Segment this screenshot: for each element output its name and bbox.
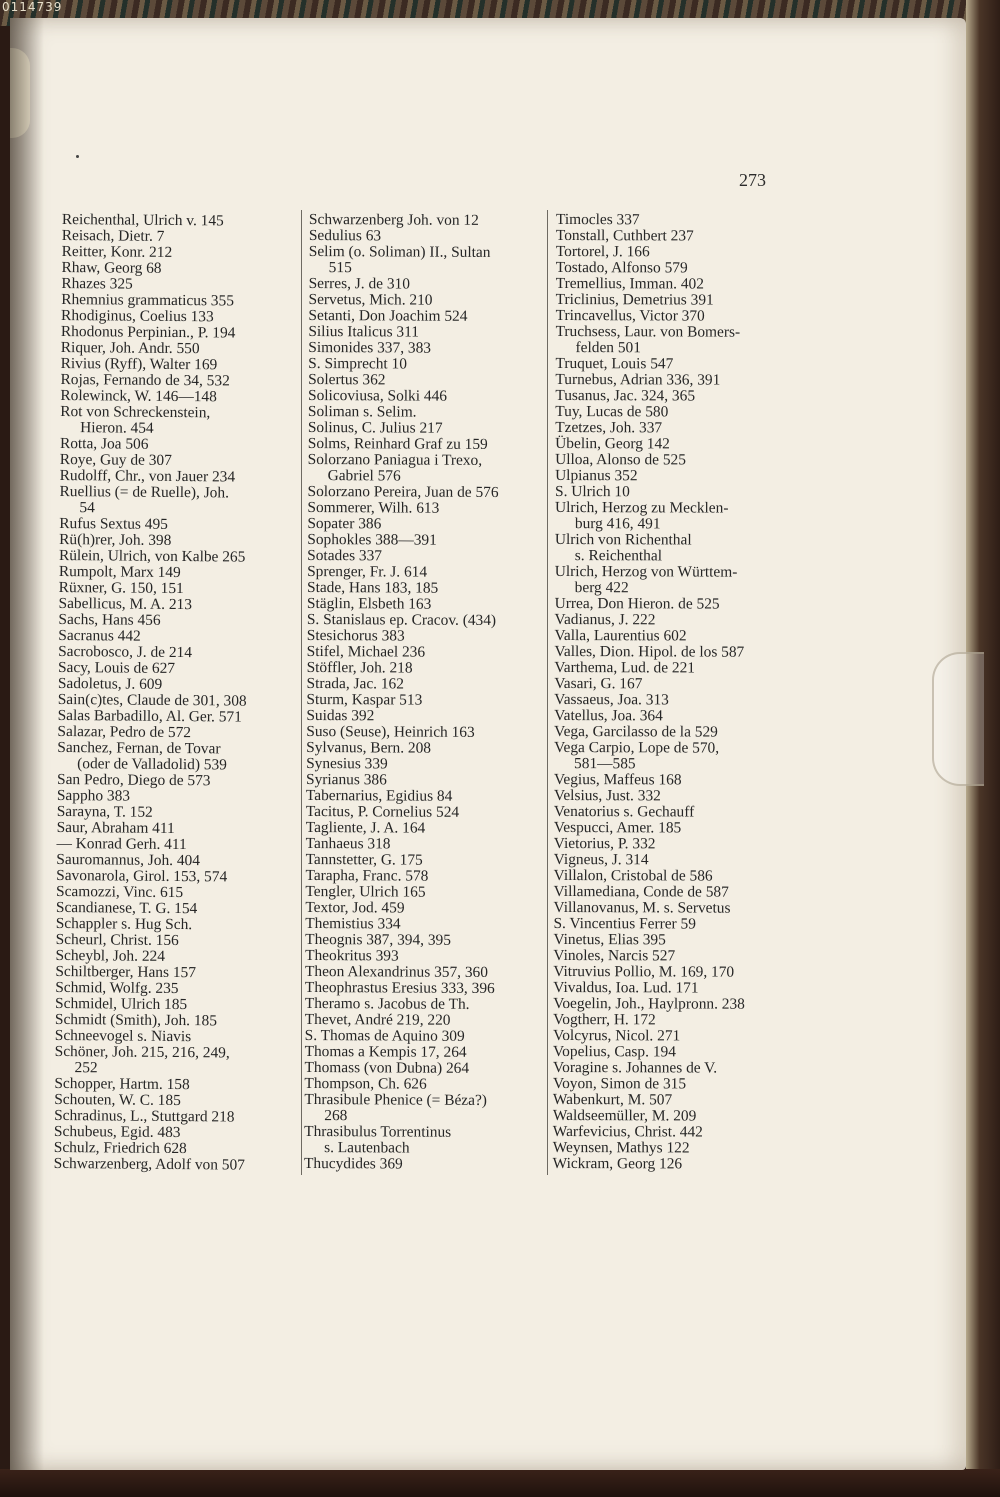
index-entry: Tannstetter, G. 175: [305, 850, 423, 869]
index-entry: Theophrastus Eresius 333, 396: [304, 978, 495, 997]
index-entry: Solorzano Paniagua i Trexo,: [307, 450, 483, 469]
index-entry: Scandianese, T. G. 154: [55, 898, 198, 918]
index-entry: Vinoles, Narcis 527: [553, 946, 676, 965]
index-entry: Vadianus, J. 222: [554, 610, 656, 629]
index-entry: Rotta, Joa 506: [59, 434, 149, 453]
index-entry: Roye, Guy de 307: [59, 450, 172, 469]
index-entry: Schmidt (Smith), Joh. 185: [54, 1010, 218, 1030]
index-entry: Rumpolt, Marx 149: [58, 562, 181, 582]
index-entry: Sacrobosco, J. de 214: [58, 642, 193, 662]
index-entry: Schradinus, L., Stuttgard 218: [54, 1106, 235, 1126]
index-entry: Rot von Schreckenstein,: [60, 402, 211, 422]
index-entry: Ulloa, Alonso de 525: [555, 450, 686, 469]
index-entry: Tusanus, Jac. 324, 365: [555, 386, 696, 405]
index-entry: Thomass (von Dubna) 264: [304, 1058, 470, 1077]
index-entry: Vopelius, Casp. 194: [553, 1042, 676, 1061]
index-entry-continuation: 54: [79, 499, 95, 517]
index-entry: Theon Alexandrinus 357, 360: [304, 962, 489, 981]
index-entry: Thrasibulus Torrentinus: [304, 1122, 452, 1141]
column-rule: [301, 210, 302, 1175]
index-entry-continuation: Gabriel 576: [327, 467, 401, 485]
index-entry: Sachs, Hans 456: [58, 610, 161, 629]
index-entry: Truchsess, Laur. von Bomers-: [555, 322, 741, 341]
index-entry: Tremellius, Imman. 402: [555, 274, 704, 293]
index-entry: Villanovanus, M. s. Servetus: [553, 898, 731, 917]
index-entry: Sopater 386: [307, 514, 382, 533]
index-entry: Setanti, Don Joachim 524: [308, 306, 468, 325]
index-entry: Rivius (Ryff), Walter 169: [60, 354, 218, 374]
index-entry: Valles, Dion. Hipol. de los 587: [554, 642, 745, 661]
index-entry: Sedulius 63: [308, 226, 382, 245]
index-entry: Vinetus, Elias 395: [553, 930, 666, 949]
index-entry: Tacitus, P. Cornelius 524: [305, 802, 460, 821]
index-entry: Urrea, Don Hieron. de 525: [554, 594, 720, 613]
index-entry: Voragine s. Johannes de V.: [552, 1058, 718, 1077]
index-entry: Stesichorus 383: [306, 626, 405, 645]
index-entry: Stöffler, Joh. 218: [306, 658, 413, 677]
index-entry: Sappho 383: [56, 786, 131, 805]
index-entry: Schulz, Friedrich 628: [53, 1138, 187, 1158]
index-entry: Salas Barbadillo, Al. Ger. 571: [57, 706, 242, 726]
index-entry: Volcyrus, Nicol. 271: [553, 1026, 681, 1045]
index-entry: Schubeus, Egid. 483: [53, 1122, 181, 1142]
index-entry: Voegelin, Joh., Haylpronn. 238: [553, 994, 745, 1013]
index-entry: Reichenthal, Ulrich v. 145: [61, 211, 224, 230]
index-entry: Timocles 337: [555, 211, 640, 229]
index-entry: Schouten, W. C. 185: [54, 1090, 181, 1110]
index-entry: Salazar, Pedro de 572: [57, 722, 192, 742]
index-entry: Sacranus 442: [58, 626, 141, 645]
index-entry: Sylvanus, Bern. 208: [306, 738, 432, 757]
index-entry: Ruellius (= de Ruelle), Joh.: [59, 482, 230, 502]
index-entry: Theognis 387, 394, 395: [305, 930, 452, 949]
index-entry: Schöner, Joh. 215, 216, 249,: [54, 1042, 230, 1062]
index-entry: Vega, Garcilasso de la 529: [554, 722, 718, 741]
index-entry: Syrianus 386: [305, 770, 387, 789]
index-entry: Thomas a Kempis 17, 264: [304, 1042, 467, 1061]
index-entry: Solicoviusa, Solki 446: [307, 386, 448, 405]
index-entry: Voyon, Simon de 315: [552, 1074, 687, 1093]
index-entry: Sarayna, T. 152: [56, 802, 153, 821]
index-entry: Solms, Reinhard Graf zu 159: [307, 434, 488, 453]
index-entry-continuation: 515: [328, 259, 352, 277]
index-entry: Sotades 337: [307, 546, 383, 565]
index-entry: Tzetzes, Joh. 337: [555, 418, 663, 437]
index-column-3: [553, 212, 794, 1173]
index-entry: — Konrad Gerh. 411: [56, 834, 187, 854]
index-entry: Wickram, Georg 126: [552, 1154, 683, 1173]
index-entry: San Pedro, Diego de 573: [56, 770, 211, 790]
index-entry-continuation: 252: [74, 1059, 98, 1077]
index-entry: Sturm, Kaspar 513: [306, 690, 423, 709]
index-entry: Trincavellus, Victor 370: [555, 306, 705, 325]
index-entry: Venatorius s. Gechauff: [553, 802, 695, 821]
cover-bottom-edge: [0, 1469, 1000, 1497]
index-entry: Schneevogel s. Niavis: [54, 1026, 192, 1046]
index-entry: Vitruvius Pollio, M. 169, 170: [553, 962, 735, 981]
index-entry-continuation: burg 416, 491: [574, 515, 661, 533]
index-entry: Soliman s. Selim.: [307, 402, 417, 421]
index-entry: Tuy, Lucas de 580: [555, 402, 669, 421]
index-entry: Sanchez, Fernan, de Tovar: [57, 738, 221, 758]
index-entry: Theramo s. Jacobus de Th.: [304, 994, 470, 1013]
index-entry-continuation: s. Reichenthal: [574, 547, 663, 565]
index-entry: Thucydides 369: [303, 1154, 403, 1173]
index-entry: Scamozzi, Vinc. 615: [55, 882, 184, 902]
index-entry: Übelin, Georg 142: [555, 434, 670, 453]
index-entry: Sommerer, Wilh. 613: [307, 498, 440, 517]
index-entry: Tonstall, Cuthbert 237: [555, 226, 694, 245]
index-entry: Simonides 337, 383: [308, 338, 432, 357]
index-entry: Turnebus, Adrian 336, 391: [555, 370, 721, 389]
index-entry: Ulrich, Herzog von Württem-: [554, 562, 738, 581]
index-entry: Theokritus 393: [305, 946, 399, 965]
catalog-stamp: 0114739: [2, 0, 63, 14]
index-entry: Vega Carpio, Lope de 570,: [554, 738, 720, 757]
index-entry: Schiltberger, Hans 157: [55, 962, 197, 982]
index-entry-continuation: berg 422: [574, 579, 629, 597]
index-entry: Sadoletus, J. 609: [57, 674, 163, 693]
index-entry: Stifel, Michael 236: [306, 642, 426, 661]
index-entry: Rhodonus Perpinian., P. 194: [60, 322, 236, 342]
index-entry: Schmidel, Ulrich 185: [55, 994, 188, 1014]
index-entry: Tengler, Ulrich 165: [305, 882, 426, 901]
index-entry: Rojas, Fernando de 34, 532: [60, 370, 230, 390]
index-entry: Silius Italicus 311: [308, 322, 420, 341]
index-entry: Tortorel, J. 166: [555, 242, 650, 261]
index-entry: Vatellus, Joa. 364: [554, 706, 663, 725]
index-entry: Tabernarius, Egidius 84: [305, 786, 453, 805]
index-entry: Velsius, Just. 332: [553, 786, 661, 805]
index-entry-continuation: Hieron. 454: [80, 419, 154, 437]
index-entry: Suso (Seuse), Heinrich 163: [306, 722, 475, 741]
index-entry: Ulpianus 352: [555, 466, 638, 485]
index-entry: Truquet, Louis 547: [555, 354, 674, 373]
index-entry: Rülein, Ulrich, von Kalbe 265: [58, 546, 246, 566]
index-entry: Reitter, Konr. 212: [61, 242, 173, 261]
index-entry: Thrasibule Phenice (= Béza?): [304, 1090, 488, 1109]
index-entry: Ulrich, Herzog zu Mecklen-: [554, 498, 729, 517]
index-entry: Sophokles 388—391: [307, 530, 437, 549]
index-entry: Sabellicus, M. A. 213: [58, 594, 193, 614]
index-entry: S. Thomas de Aquino 309: [304, 1026, 465, 1045]
index-entry: Tarapha, Franc. 578: [305, 866, 429, 885]
index-entry: Thompson, Ch. 626: [304, 1074, 427, 1093]
index-entry: Sain(c)tes, Claude de 301, 308: [57, 690, 247, 710]
index-entry: Riquer, Joh. Andr. 550: [60, 338, 200, 358]
index-entry: Savonarola, Girol. 153, 574: [56, 866, 228, 886]
index-entry: Schmid, Wolfg. 235: [55, 978, 179, 998]
index-entry: Schwarzenberg Joh. von 12: [308, 211, 479, 229]
index-entry: Sprenger, Fr. J. 614: [307, 562, 428, 581]
index-entry: Vasari, G. 167: [554, 674, 643, 693]
index-entry: Vespucci, Amer. 185: [553, 818, 682, 837]
index-entry: Warfevicius, Christ. 442: [552, 1122, 703, 1141]
index-entry: Tostado, Alfonso 579: [555, 258, 688, 277]
index-entry: Waldseemüller, M. 209: [552, 1106, 697, 1125]
column-rule: [547, 210, 548, 1175]
index-entry-continuation: (oder de Valladolid) 539: [77, 755, 227, 774]
index-column-2: [304, 212, 547, 1173]
index-entry: Villamediana, Conde de 587: [553, 882, 729, 901]
index-entry: Vassaeus, Joa. 313: [554, 690, 669, 709]
index-entry: Reisach, Dietr. 7: [61, 226, 165, 245]
index-entry: Wabenkurt, M. 507: [552, 1090, 673, 1109]
bookmark-tab[interactable]: [932, 652, 984, 786]
index-entry: Sauromannus, Joh. 404: [56, 850, 201, 870]
page-number: 273: [739, 170, 766, 190]
index-entry: Rhodiginus, Coelius 133: [61, 306, 214, 326]
gutter-shadow: [10, 18, 44, 1470]
index-entry: Villalon, Cristobal de 586: [553, 866, 713, 885]
index-entry: Rhazes 325: [61, 274, 133, 293]
index-entry: Rudolff, Chr., von Jauer 234: [59, 466, 236, 486]
index-entry: Rhaw, Georg 68: [61, 258, 162, 277]
index-entry: Rü(h)rer, Joh. 398: [59, 530, 172, 549]
index-entry: Vivaldus, Ioa. Lud. 171: [553, 978, 699, 997]
index-entry: Textor, Jod. 459: [305, 898, 405, 917]
index-entry: Solertus 362: [308, 370, 386, 389]
index-entry-continuation: s. Lautenbach: [324, 1139, 410, 1157]
index-entry: Serres, J. de 310: [308, 274, 410, 293]
page-clip: [10, 48, 30, 138]
index-entry: Strada, Jac. 162: [306, 674, 405, 693]
index-entry: Rufus Sextus 495: [59, 514, 168, 533]
index-entry: Stade, Hans 183, 185: [306, 578, 439, 597]
index-entry: Rhemnius grammaticus 355: [61, 290, 235, 310]
index-entry: Synesius 339: [306, 754, 388, 773]
index-entry: Schappler s. Hug Sch.: [55, 914, 193, 934]
index-entry: Solorzano Pereira, Juan de 576: [307, 482, 499, 501]
index-entry: Rüxner, G. 150, 151: [58, 578, 184, 598]
index-entry: Rolewinck, W. 146—148: [60, 386, 217, 406]
index-entry: Schwarzenberg, Adolf von 507: [53, 1154, 245, 1174]
index-entry: Sacy, Louis de 627: [57, 658, 176, 678]
index-entry: Schopper, Hartm. 158: [54, 1074, 190, 1094]
index-entry-continuation: 268: [324, 1107, 348, 1125]
index-entry: Scheybl, Joh. 224: [55, 946, 166, 965]
index-entry: S. Vincentius Ferrer 59: [553, 914, 696, 933]
index-entry: S. Ulrich 10: [554, 482, 630, 501]
index-entry: Varthema, Lud. de 221: [554, 658, 696, 677]
index-entry: Vigneus, J. 314: [553, 850, 649, 869]
index-entry: Vietorius, P. 332: [553, 834, 656, 853]
index-entry: S. Simprecht 10: [308, 354, 408, 373]
ink-dot: [76, 155, 79, 158]
index-entry: Saur, Abraham 411: [56, 818, 175, 838]
index-entry: Vogtherr, H. 172: [553, 1010, 656, 1029]
index-entry: Themistius 334: [305, 914, 401, 933]
index-entry: Suidas 392: [306, 706, 375, 725]
index-entry-continuation: 581—585: [574, 755, 636, 773]
index-entry: Valla, Laurentius 602: [554, 626, 687, 645]
index-entry: Selim (o. Soliman) II., Sultan: [308, 242, 491, 261]
index-entry: Servetus, Mich. 210: [308, 290, 433, 309]
index-entry-continuation: felden 501: [575, 339, 641, 357]
index-entry: Tagliente, J. A. 164: [305, 818, 426, 837]
index-entry: Scheurl, Christ. 156: [55, 930, 179, 950]
index-entry: S. Stanislaus ep. Cracov. (434): [306, 610, 497, 629]
index-entry: Vegius, Maffeus 168: [553, 770, 682, 789]
index-entry: Ulrich von Richenthal: [554, 530, 692, 549]
index-entry: Stäglin, Elsbeth 163: [306, 594, 432, 613]
index-column-1: [54, 212, 300, 1174]
index-entry: Solinus, C. Julius 217: [307, 418, 443, 437]
index-entry: Thevet, André 219, 220: [304, 1010, 451, 1029]
index-entry: Triclinius, Demetrius 391: [555, 290, 714, 309]
index-entry: Tanhaeus 318: [305, 834, 391, 853]
index-entry: Weynsen, Mathys 122: [552, 1138, 690, 1157]
